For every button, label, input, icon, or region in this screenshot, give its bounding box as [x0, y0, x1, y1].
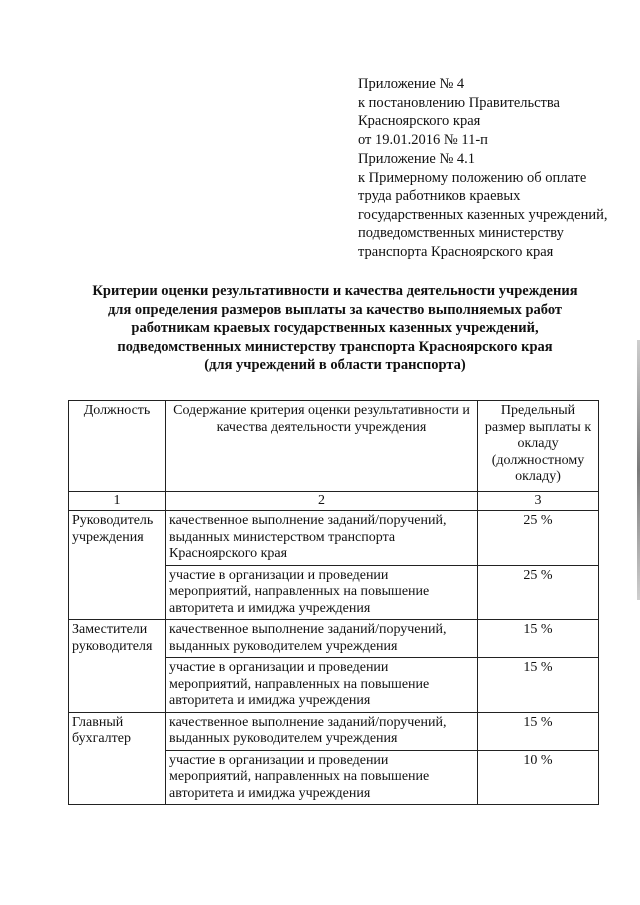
- title-line: для определения размеров выплаты за качество выполняемых работ: [107, 301, 563, 318]
- title-line: (для учреждений в области транспорта): [204, 357, 466, 373]
- appendix-sub-line: транспорта Красноярского края: [358, 243, 554, 260]
- criterion-cell: качественное выполнение заданий/поручений, выданных руководителем учреждения: [166, 620, 478, 658]
- column-number-row: [69, 492, 599, 511]
- criterion-cell: участие в организации и проведении мероприятий, направленных на повышение авторитета и имиджа учреждения: [166, 750, 478, 805]
- value-cell: 25 %: [478, 565, 599, 620]
- value-cell: 15 %: [478, 658, 599, 713]
- criterion-cell: участие в организации и проведении мероприятий, направленных на повышение авторитета и имиджа учреждения: [166, 565, 478, 620]
- title-line: работникам краевых государственных казенных учреждений,: [131, 320, 539, 336]
- title-line: подведомственных министерству транспорта Красноярского края: [117, 338, 553, 355]
- criterion-cell: качественное выполнение заданий/поручений, выданных министерством транспорта Красноярского края: [166, 511, 478, 566]
- criteria-table: [68, 400, 599, 805]
- table-row: [69, 712, 599, 750]
- appendix-sub-line: к Примерному положению об оплате: [358, 169, 587, 186]
- appendix-sub-line: подведомственных министерству: [358, 225, 564, 241]
- appendix-sub-line: государственных казенных учреждений,: [358, 206, 608, 223]
- appendix-sub-line: труда работников краевых: [358, 188, 521, 204]
- value-cell: 15 %: [478, 620, 599, 658]
- column-number: 1: [69, 492, 166, 511]
- document-title: [40, 282, 630, 375]
- value-cell: 10 %: [478, 750, 599, 805]
- appendix-sub-line: Приложение № 4.1: [358, 151, 476, 167]
- appendix-main-line: к постановлению Правительства: [358, 94, 560, 111]
- value-cell: 15 %: [478, 712, 599, 750]
- position-cell: Заместители руководителя: [69, 620, 166, 713]
- appendix-main-line: от 19.01.2016 № 11-п: [358, 131, 488, 148]
- title-line: Критерии оценки результативности и качества деятельности учреждения: [92, 283, 578, 299]
- header-max-payment: Предельный размер выплаты к окладу (должностному окладу): [478, 401, 599, 492]
- appendix-main-block: [358, 75, 560, 149]
- criterion-cell: участие в организации и проведении мероприятий, направленных на повышение авторитета и имиджа учреждения: [166, 658, 478, 713]
- column-number: 2: [166, 492, 478, 511]
- table-row: [69, 620, 599, 658]
- appendix-main-line: Приложение № 4: [358, 76, 465, 92]
- appendix-sub-block: [358, 150, 607, 261]
- table-header-row: [69, 401, 599, 492]
- appendix-main-line: Красноярского края: [358, 113, 481, 129]
- header-criterion: Содержание критерия оценки результативности и качества деятельности учреждения: [166, 401, 478, 492]
- position-cell: Главный бухгалтер: [69, 712, 166, 805]
- header-position: Должность: [69, 401, 166, 492]
- column-number: 3: [478, 492, 599, 511]
- position-cell: Руководитель учреждения: [69, 511, 166, 620]
- value-cell: 25 %: [478, 511, 599, 566]
- criterion-cell: качественное выполнение заданий/поручений, выданных руководителем учреждения: [166, 712, 478, 750]
- table-row: [69, 511, 599, 566]
